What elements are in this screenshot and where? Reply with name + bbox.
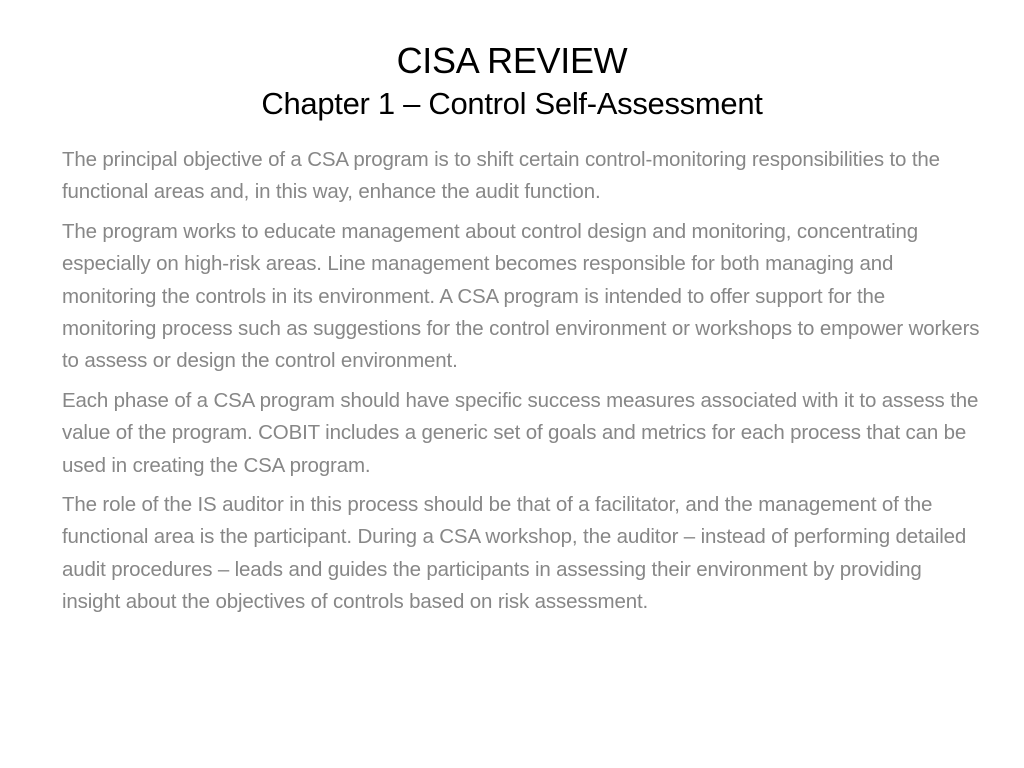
slide-title-block [40,38,984,124]
slide-subtitle: Chapter 1 – Control Self-Assessment [261,86,763,121]
paragraph-auditor-role: The role of the IS auditor in this process should be that of a facilitator, and the management of the functional area is the participant. During a CSA workshop, the auditor – instead of performing detailed audit procedures – leads and guides the participants in assessing their environment by providing insight about the objectives of controls based on risk assessment. [62,493,967,614]
paragraph-csa-objective: The principal objective of a CSA program is to shift certain control-monitoring responsibilities to the functional areas and, in this way, enhance the audit function. [62,148,940,204]
slide-title: CISA REVIEW [396,40,628,81]
slide-body [62,144,980,626]
paragraph-program-education: The program works to educate management about control design and monitoring, concentrating especially on high-risk areas. Line management becomes responsible for both managing and monitoring the controls in its environment. A CSA program is intended to offer support for the monitoring process such as suggestions for the control environment or workshops to empower workers to assess or design the control environment. [62,219,980,373]
paragraph-success-measures: Each phase of a CSA program should have specific success measures associated with it to assess the value of the program. COBIT includes a generic set of goals and metrics for each process that can be used in creating the CSA program. [62,388,979,477]
